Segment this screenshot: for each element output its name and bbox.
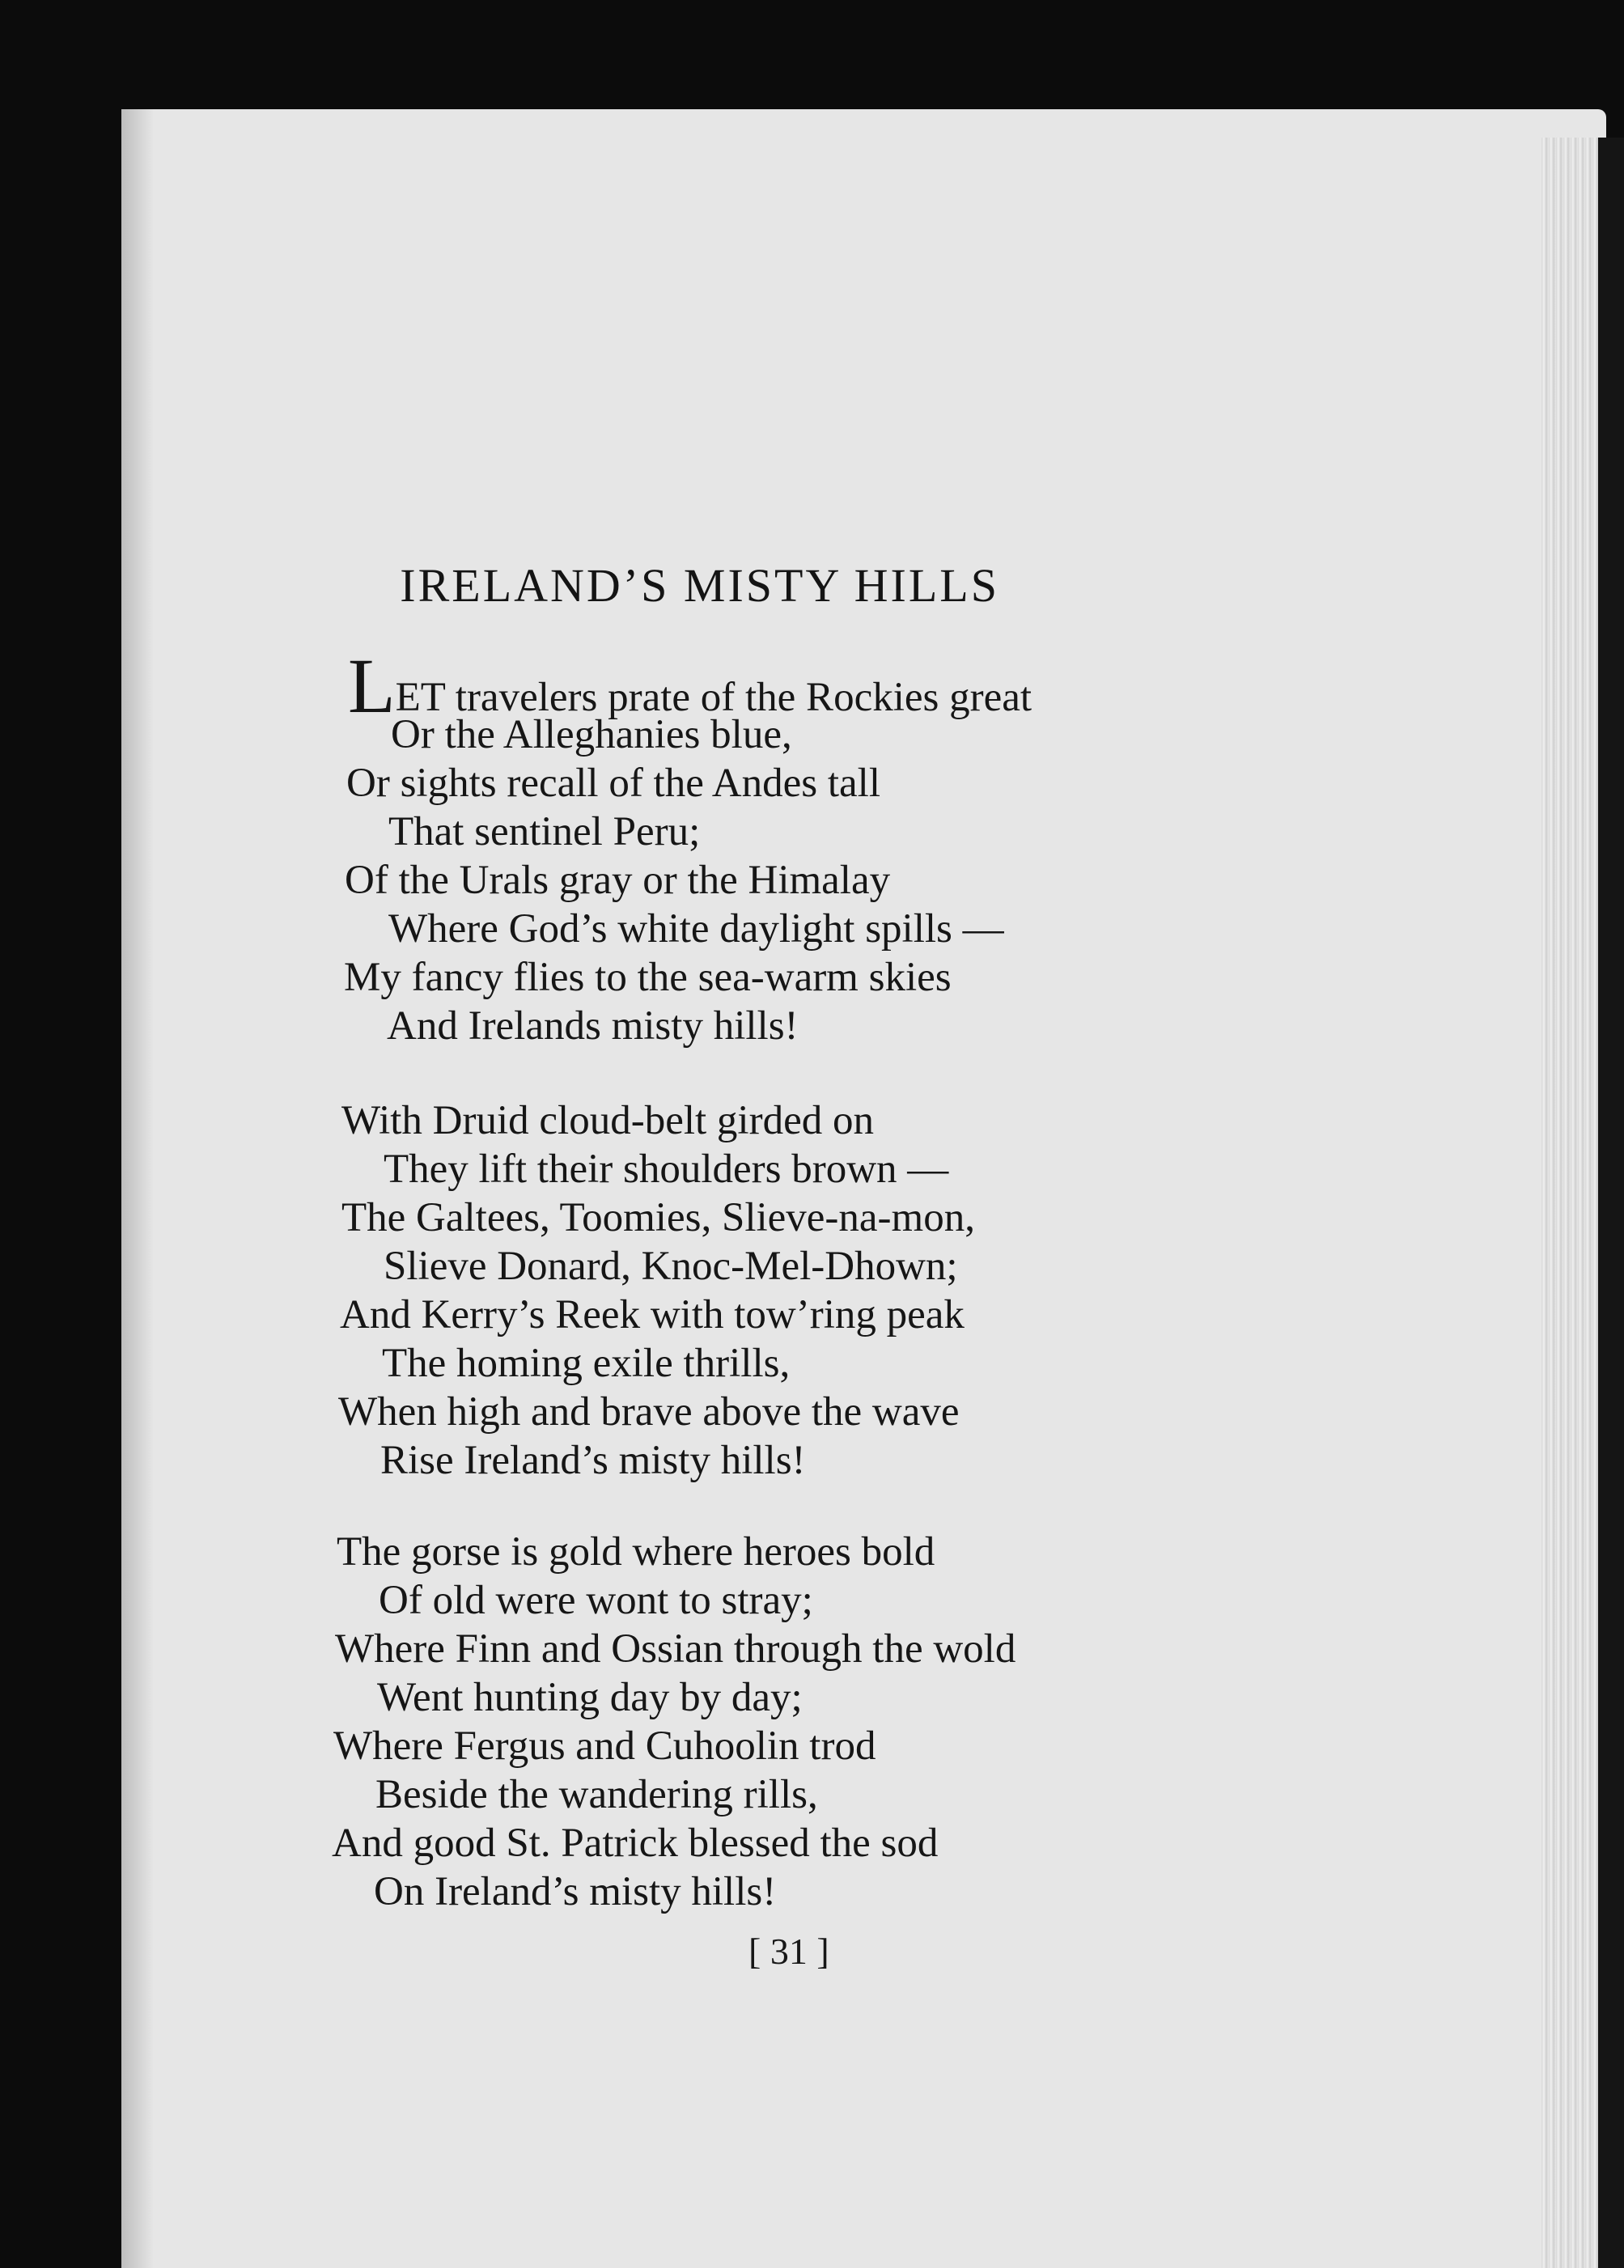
- poem-line: Of the Urals gray or the Himalay: [345, 858, 891, 903]
- poem-line: They lift their shoulders brown —: [384, 1147, 949, 1192]
- poem-line: Slieve Donard, Knoc-Mel-Dhown;: [384, 1244, 958, 1289]
- poem-line: With Druid cloud-belt girded on: [341, 1098, 874, 1143]
- poem-line: Where Fergus and Cuhoolin trod: [333, 1723, 876, 1769]
- poem-line: And Kerry’s Reek with tow’ring peak: [340, 1292, 965, 1337]
- poem-title: IRELAND’S MISTY HILLS: [400, 559, 999, 612]
- poem-line: And good St. Patrick blessed the sod: [332, 1821, 939, 1866]
- poem-line: Rise Ireland’s misty hills!: [380, 1438, 806, 1483]
- poem-line: The homing exile thrills,: [382, 1341, 791, 1386]
- poem-line: Or the Alleghanies blue,: [391, 712, 792, 757]
- page-number: [ 31 ]: [748, 1931, 829, 1972]
- poem-line: Or sights recall of the Andes tall: [346, 761, 881, 806]
- poem-line: My fancy flies to the sea-warm skies: [344, 955, 952, 1000]
- poem-line-text: ET travelers prate of the Rockies great: [395, 675, 1032, 720]
- poem-line: Beside the wandering rills,: [375, 1772, 818, 1817]
- poem-line: Where Finn and Ossian through the wold: [335, 1626, 1016, 1672]
- poem-line: [348, 642, 1032, 729]
- poem-line: The Galtees, Toomies, Slieve-na-mon,: [341, 1195, 975, 1240]
- poem-line: And Irelands misty hills!: [387, 1003, 799, 1049]
- poem-line: Where God’s white daylight spills —: [388, 906, 1004, 952]
- poem-line: On Ireland’s misty hills!: [374, 1869, 777, 1914]
- poem-line: That sentinel Peru;: [388, 809, 701, 854]
- poem-line: Of old were wont to stray;: [379, 1578, 813, 1623]
- poem-line: Went hunting day by day;: [377, 1675, 803, 1720]
- drop-cap: L: [348, 642, 396, 729]
- poem-line: The gorse is gold where heroes bold: [337, 1529, 935, 1575]
- poem-line: When high and brave above the wave: [338, 1389, 960, 1435]
